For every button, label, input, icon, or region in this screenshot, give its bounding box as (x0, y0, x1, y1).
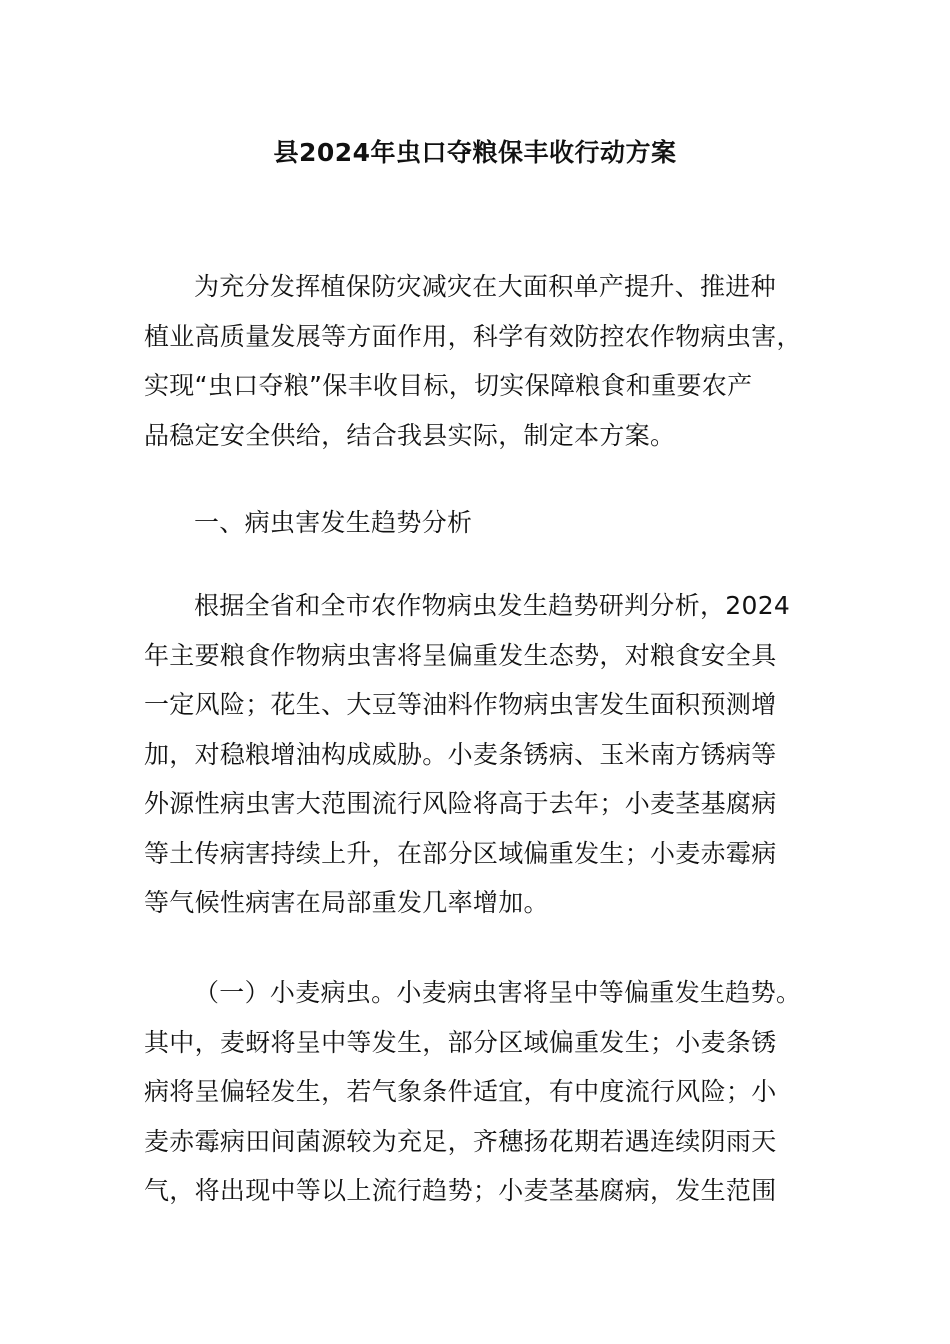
paragraph-intro (144, 262, 804, 460)
paragraph-line: 为充分发挥植保防灾减灾在大面积单产提升、推进种 (194, 272, 776, 301)
paragraph-line: 根据全省和全市农作物病虫发生趋势研判分析，2024 (194, 591, 791, 620)
paragraph-line: 其中，麦蚜将呈中等发生，部分区域偏重发生；小麦条锈 (144, 1027, 777, 1057)
paragraph-line: 病将呈偏轻发生，若气象条件适宜，有中度流行风险；小 (144, 1077, 777, 1106)
paragraph-line: 植业高质量发展等方面作用，科学有效防控农作物病虫害， (144, 321, 802, 351)
paragraph-line: 气，将出现中等以上流行趋势；小麦茎基腐病，发生范围 (144, 1176, 777, 1205)
paragraph-line: 等土传病害持续上升，在部分区域偏重发生；小麦赤霉病 (144, 838, 777, 868)
paragraph-line: （一）小麦病虫。小麦病虫害将呈中等偏重发生趋势。 (194, 978, 802, 1007)
section-heading-1 (144, 498, 804, 548)
paragraph-wheat (144, 968, 804, 1216)
section-heading-text: 一、病虫害发生趋势分析 (194, 508, 473, 537)
paragraph-line: 实现“虫口夺粮”保丰收目标，切实保障粮食和重要农产 (144, 371, 753, 400)
paragraph-line: 外源性病虫害大范围流行风险将高于去年；小麦茎基腐病 (144, 789, 777, 818)
document-title: 县2024年虫口夺粮保丰收行动方案 (273, 138, 677, 167)
paragraph-line: 麦赤霉病田间菌源较为充足，齐穗扬花期若遇连续阴雨天 (144, 1126, 777, 1156)
paragraph-line: 年主要粮食作物病虫害将呈偏重发生态势，对粮食安全具 (144, 640, 777, 670)
paragraph-line: 加，对稳粮增油构成威胁。小麦条锈病、玉米南方锈病等 (144, 739, 777, 769)
paragraph-line: 等气候性病害在局部重发几率增加。 (144, 888, 549, 917)
paragraph-line: 品稳定安全供给，结合我县实际，制定本方案。 (144, 420, 676, 450)
paragraph-line: 一定风险；花生、大豆等油料作物病虫害发生面积预测增 (144, 690, 777, 719)
paragraph-trend (144, 581, 804, 928)
